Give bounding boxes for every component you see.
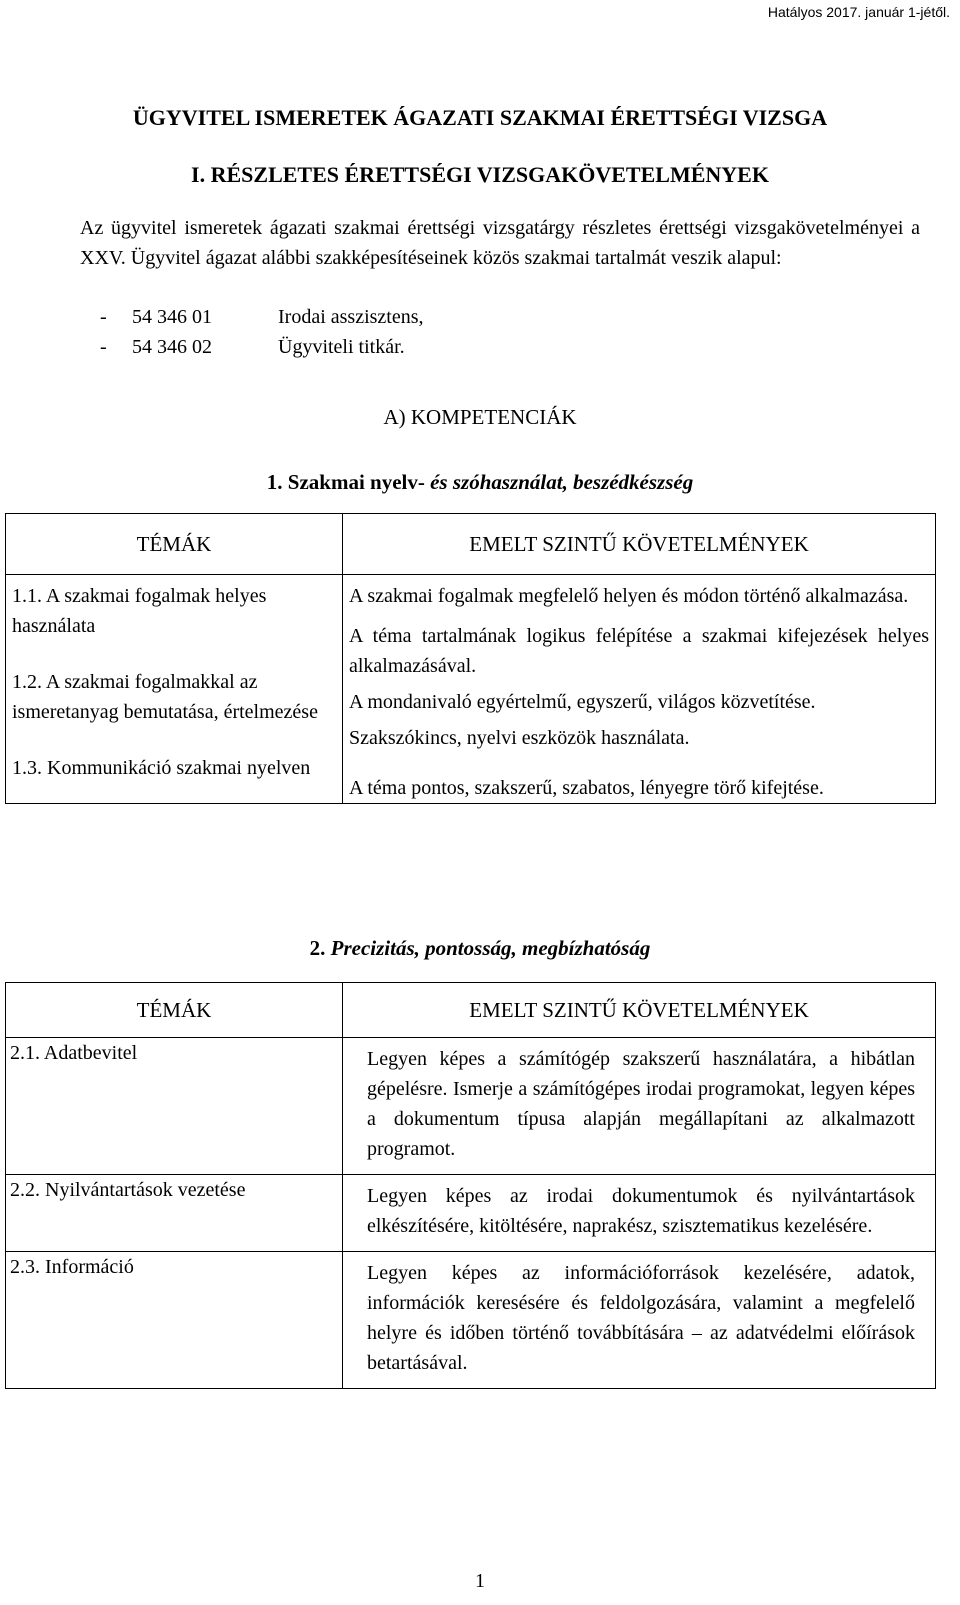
- list-dash: -: [100, 336, 107, 358]
- requirement-cell: Legyen képes az irodai dokumentumok és nyilvántartások elkészítésére, kitöltésére, naprakész, szisztematikus kezelésére.: [343, 1175, 936, 1252]
- topic-cell: 2.3. Információ: [6, 1252, 343, 1389]
- qualification-item: [100, 302, 424, 332]
- requirements-header: EMELT SZINTŰ KÖVETELMÉNYEK: [343, 983, 936, 1038]
- section-heading-competencies: A) KOMPETENCIÁK: [383, 405, 577, 429]
- table-row: [6, 575, 936, 804]
- subsection-1-title: és szóhasználat, beszédkészség: [424, 470, 694, 494]
- subsection-heading-1: [0, 470, 960, 495]
- competency-table-1: [5, 513, 936, 804]
- subsection-1-number: 1. Szakmai nyelv-: [266, 470, 425, 494]
- document-title: ÜGYVITEL ISMERETEK ÁGAZATI SZAKMAI ÉRETTSÉGI VIZSGA: [132, 105, 828, 130]
- intro-paragraph: [80, 213, 920, 273]
- intro-text: Az ügyvitel ismeretek ágazati szakmai érettségi vizsgatárgy részletes érettségi vizsgakövetelményei a XXV. Ügyvitel ágazat alábbi szakképesítéseinek közös szakmai tartalmát veszik alapul:: [80, 217, 920, 269]
- subsection-heading-2: [0, 936, 960, 961]
- table-row: [6, 1175, 936, 1252]
- subsection-2-number: 2.: [309, 936, 326, 960]
- requirement-item: A téma pontos, szakszerű, szabatos, lényegre törő kifejtése.: [349, 777, 824, 799]
- topic-cell: 2.2. Nyilvántartások vezetése: [6, 1175, 343, 1252]
- requirements-cell: [343, 575, 936, 804]
- list-dash: -: [100, 306, 107, 328]
- topic-cell: 2.1. Adatbevitel: [6, 1038, 343, 1175]
- requirement-item: Szakszókincs, nyelvi eszközök használata.: [349, 727, 690, 749]
- qualification-name: Irodai asszisztens,: [278, 306, 424, 328]
- document-subtitle: I. RÉSZLETES ÉRETTSÉGI VIZSGAKÖVETELMÉNYEK: [191, 162, 769, 187]
- topics-cell: [6, 575, 343, 804]
- subsection-2-title: Precizitás, pontosság, megbízhatóság: [325, 936, 651, 960]
- qualification-name: Ügyviteli titkár.: [278, 336, 405, 358]
- topics-header: TÉMÁK: [6, 983, 343, 1038]
- qualification-code: 54 346 01: [132, 306, 212, 328]
- qualification-code: 54 346 02: [132, 336, 212, 358]
- topic-item: 1.2. A szakmai fogalmakkal az ismeretanyag bemutatása, értelmezése: [12, 671, 318, 723]
- requirement-cell: Legyen képes a számítógép szakszerű használatára, a hibátlan gépelésre. Ismerje a számítógépes irodai programokat, legyen képes a dokumentum típusa alapján megállapítani az alkalmazott programot.: [343, 1038, 936, 1175]
- qualification-list: [100, 302, 424, 362]
- requirement-item: A téma tartalmának logikus felépítése a szakmai kifejezések helyes alkalmazásával.: [349, 625, 929, 677]
- table-row: [6, 1252, 936, 1389]
- topics-header: TÉMÁK: [6, 514, 343, 575]
- competency-table-2: [5, 982, 936, 1389]
- table-row: [6, 1038, 936, 1175]
- table-header-row: [6, 514, 936, 575]
- requirement-cell: Legyen képes az információforrások kezelésére, adatok, információk keresésére és feldolgozására, valamint a megfelelő helyre és időben történő továbbítására – az adatvédelmi előírások betartásával.: [343, 1252, 936, 1389]
- effective-date-note: Hatályos 2017. január 1-jétől.: [767, 4, 950, 20]
- qualification-item: [100, 332, 424, 362]
- table-header-row: [6, 983, 936, 1038]
- page-number: 1: [475, 1570, 485, 1592]
- requirement-item: A szakmai fogalmak megfelelő helyen és módon történő alkalmazása.: [349, 585, 909, 607]
- topic-item: 1.1. A szakmai fogalmak helyes használata: [12, 585, 267, 637]
- topic-item: 1.3. Kommunikáció szakmai nyelven: [12, 757, 311, 779]
- requirement-item: A mondanivaló egyértelmű, egyszerű, világos közvetítése.: [349, 691, 816, 713]
- requirements-header: EMELT SZINTŰ KÖVETELMÉNYEK: [343, 514, 936, 575]
